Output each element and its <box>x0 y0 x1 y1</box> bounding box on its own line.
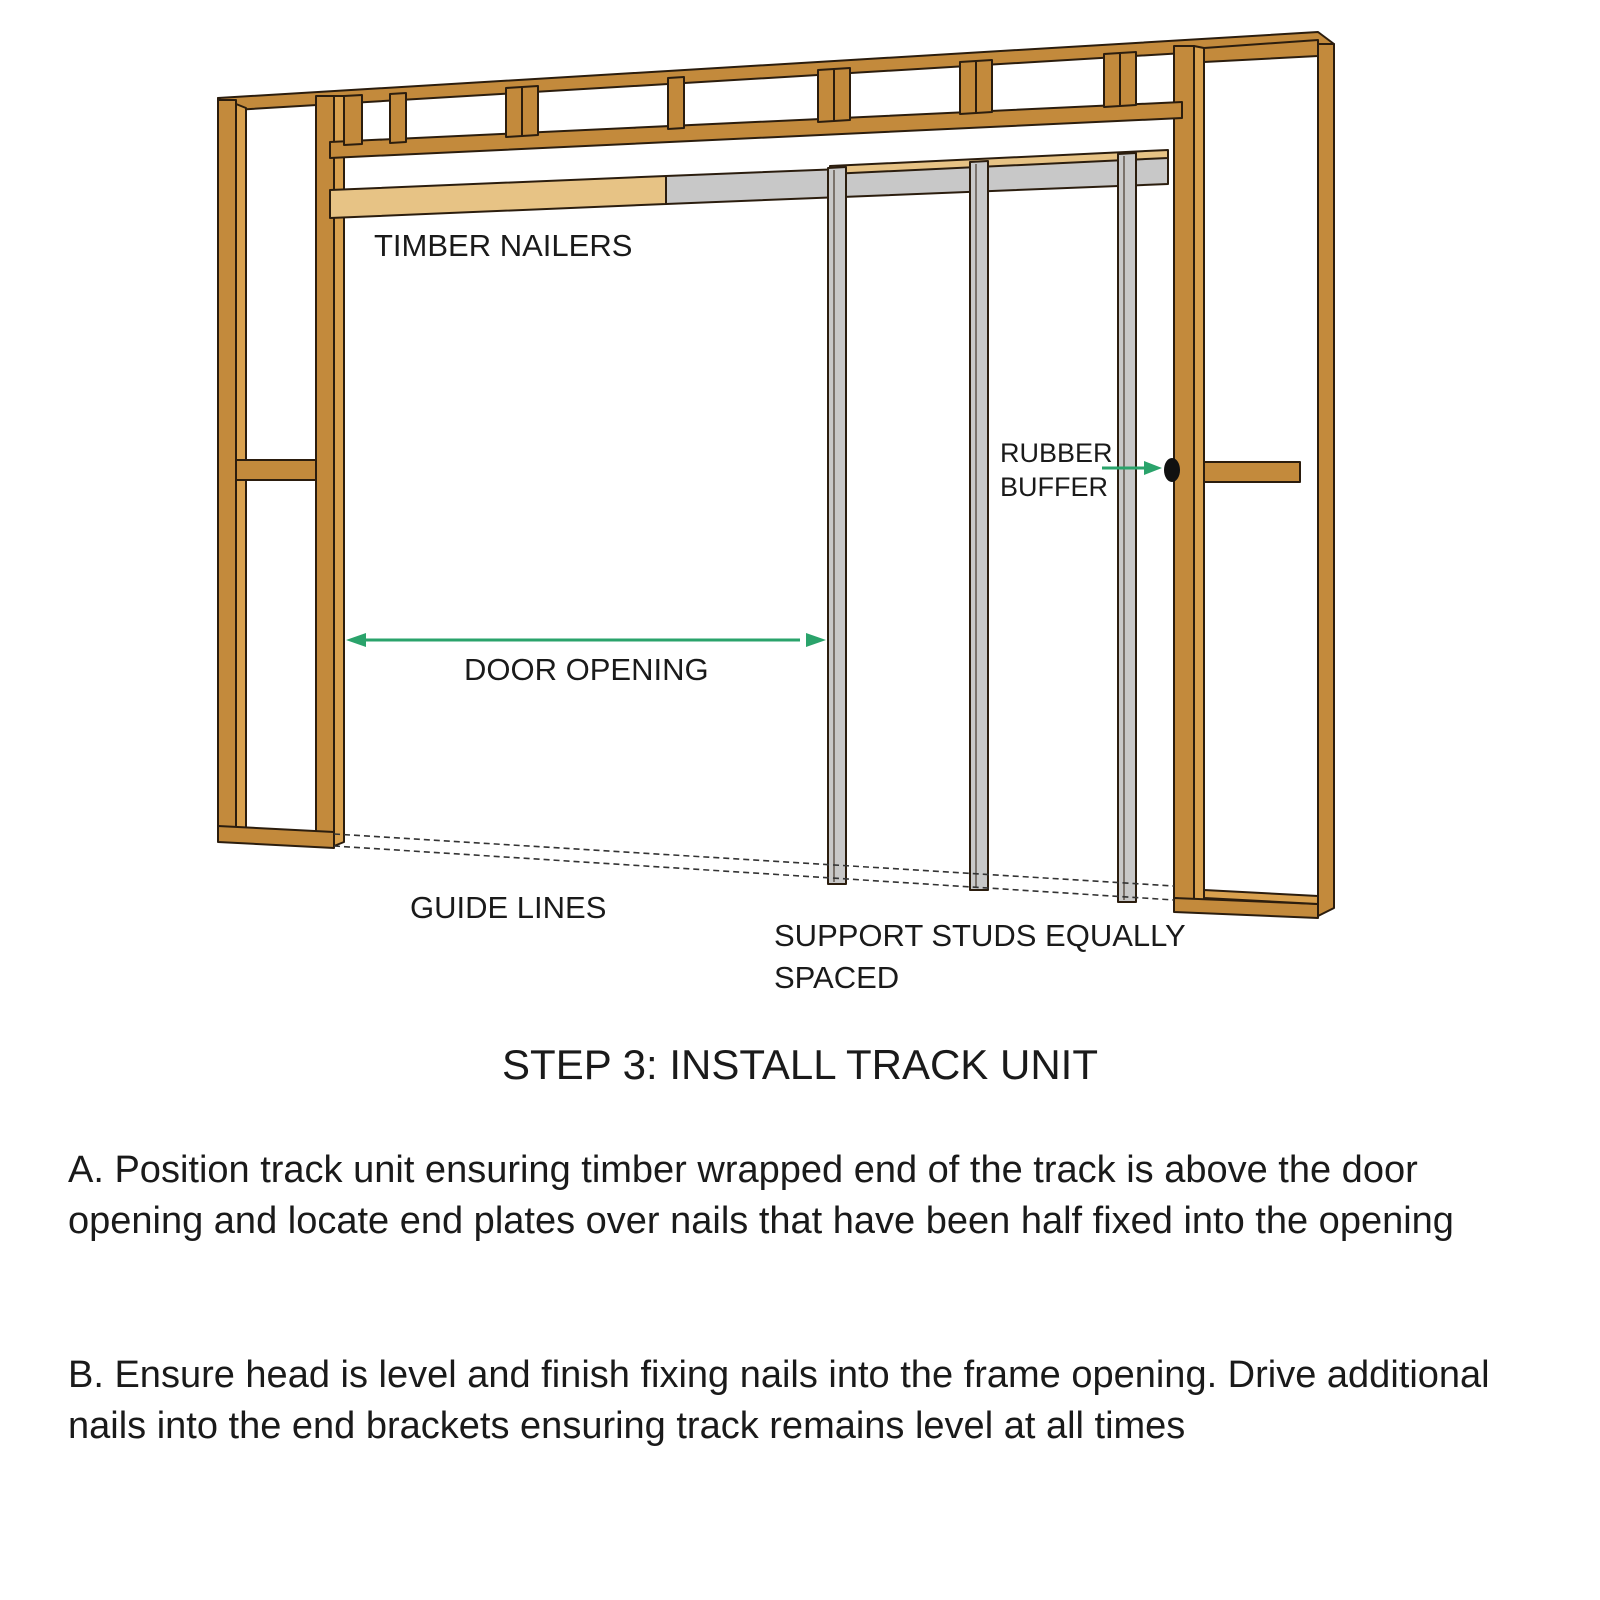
timber-nailer <box>330 176 666 218</box>
left-noggin <box>236 460 316 480</box>
cripple-stud <box>344 95 362 145</box>
top-plate <box>218 32 1334 110</box>
label-door-opening: DOOR OPENING <box>464 652 709 687</box>
support-stud <box>970 161 988 890</box>
instruction-a: A. Position track unit ensuring timber wrapped end of the track is above the door opening and locate end plates over nails that have been half fixed into the opening <box>68 1149 1454 1242</box>
door-opening-arrow <box>346 633 826 647</box>
step-title: STEP 3: INSTALL TRACK UNIT <box>502 1041 1098 1088</box>
right-noggin <box>1204 462 1300 482</box>
cripple-stud <box>1104 53 1120 107</box>
cripple-stud <box>506 87 522 137</box>
support-stud <box>828 167 846 884</box>
label-guide-lines: GUIDE LINES <box>410 890 607 925</box>
cripple-stud <box>834 68 850 121</box>
left-outer-stud <box>218 100 236 838</box>
cripple-stud <box>390 93 406 143</box>
instruction-b: B. Ensure head is level and finish fixing nails into the frame opening. Drive additional nails into the end brackets ensuring track remains level at all times <box>68 1354 1490 1447</box>
support-stud <box>1118 153 1136 902</box>
label-support-studs-line2: SPACED <box>774 960 900 995</box>
label-rubber-buffer-line1: RUBBER <box>1000 438 1113 468</box>
guide-line <box>334 834 1174 886</box>
right-outer-stud <box>1318 44 1334 916</box>
cripple-stud <box>522 86 538 136</box>
label-rubber-buffer-line2: BUFFER <box>1000 472 1108 502</box>
header-lintel <box>330 102 1182 158</box>
cripple-stud <box>818 69 834 122</box>
cripple-stud <box>976 60 992 113</box>
label-support-studs-line1: SUPPORT STUDS EQUALLY <box>774 918 1186 953</box>
cripple-stud <box>668 77 684 129</box>
cripple-stud <box>960 61 976 114</box>
label-timber-nailers: TIMBER NAILERS <box>374 228 633 263</box>
cripple-stud <box>1120 52 1136 106</box>
rubber-buffer <box>1164 458 1180 482</box>
